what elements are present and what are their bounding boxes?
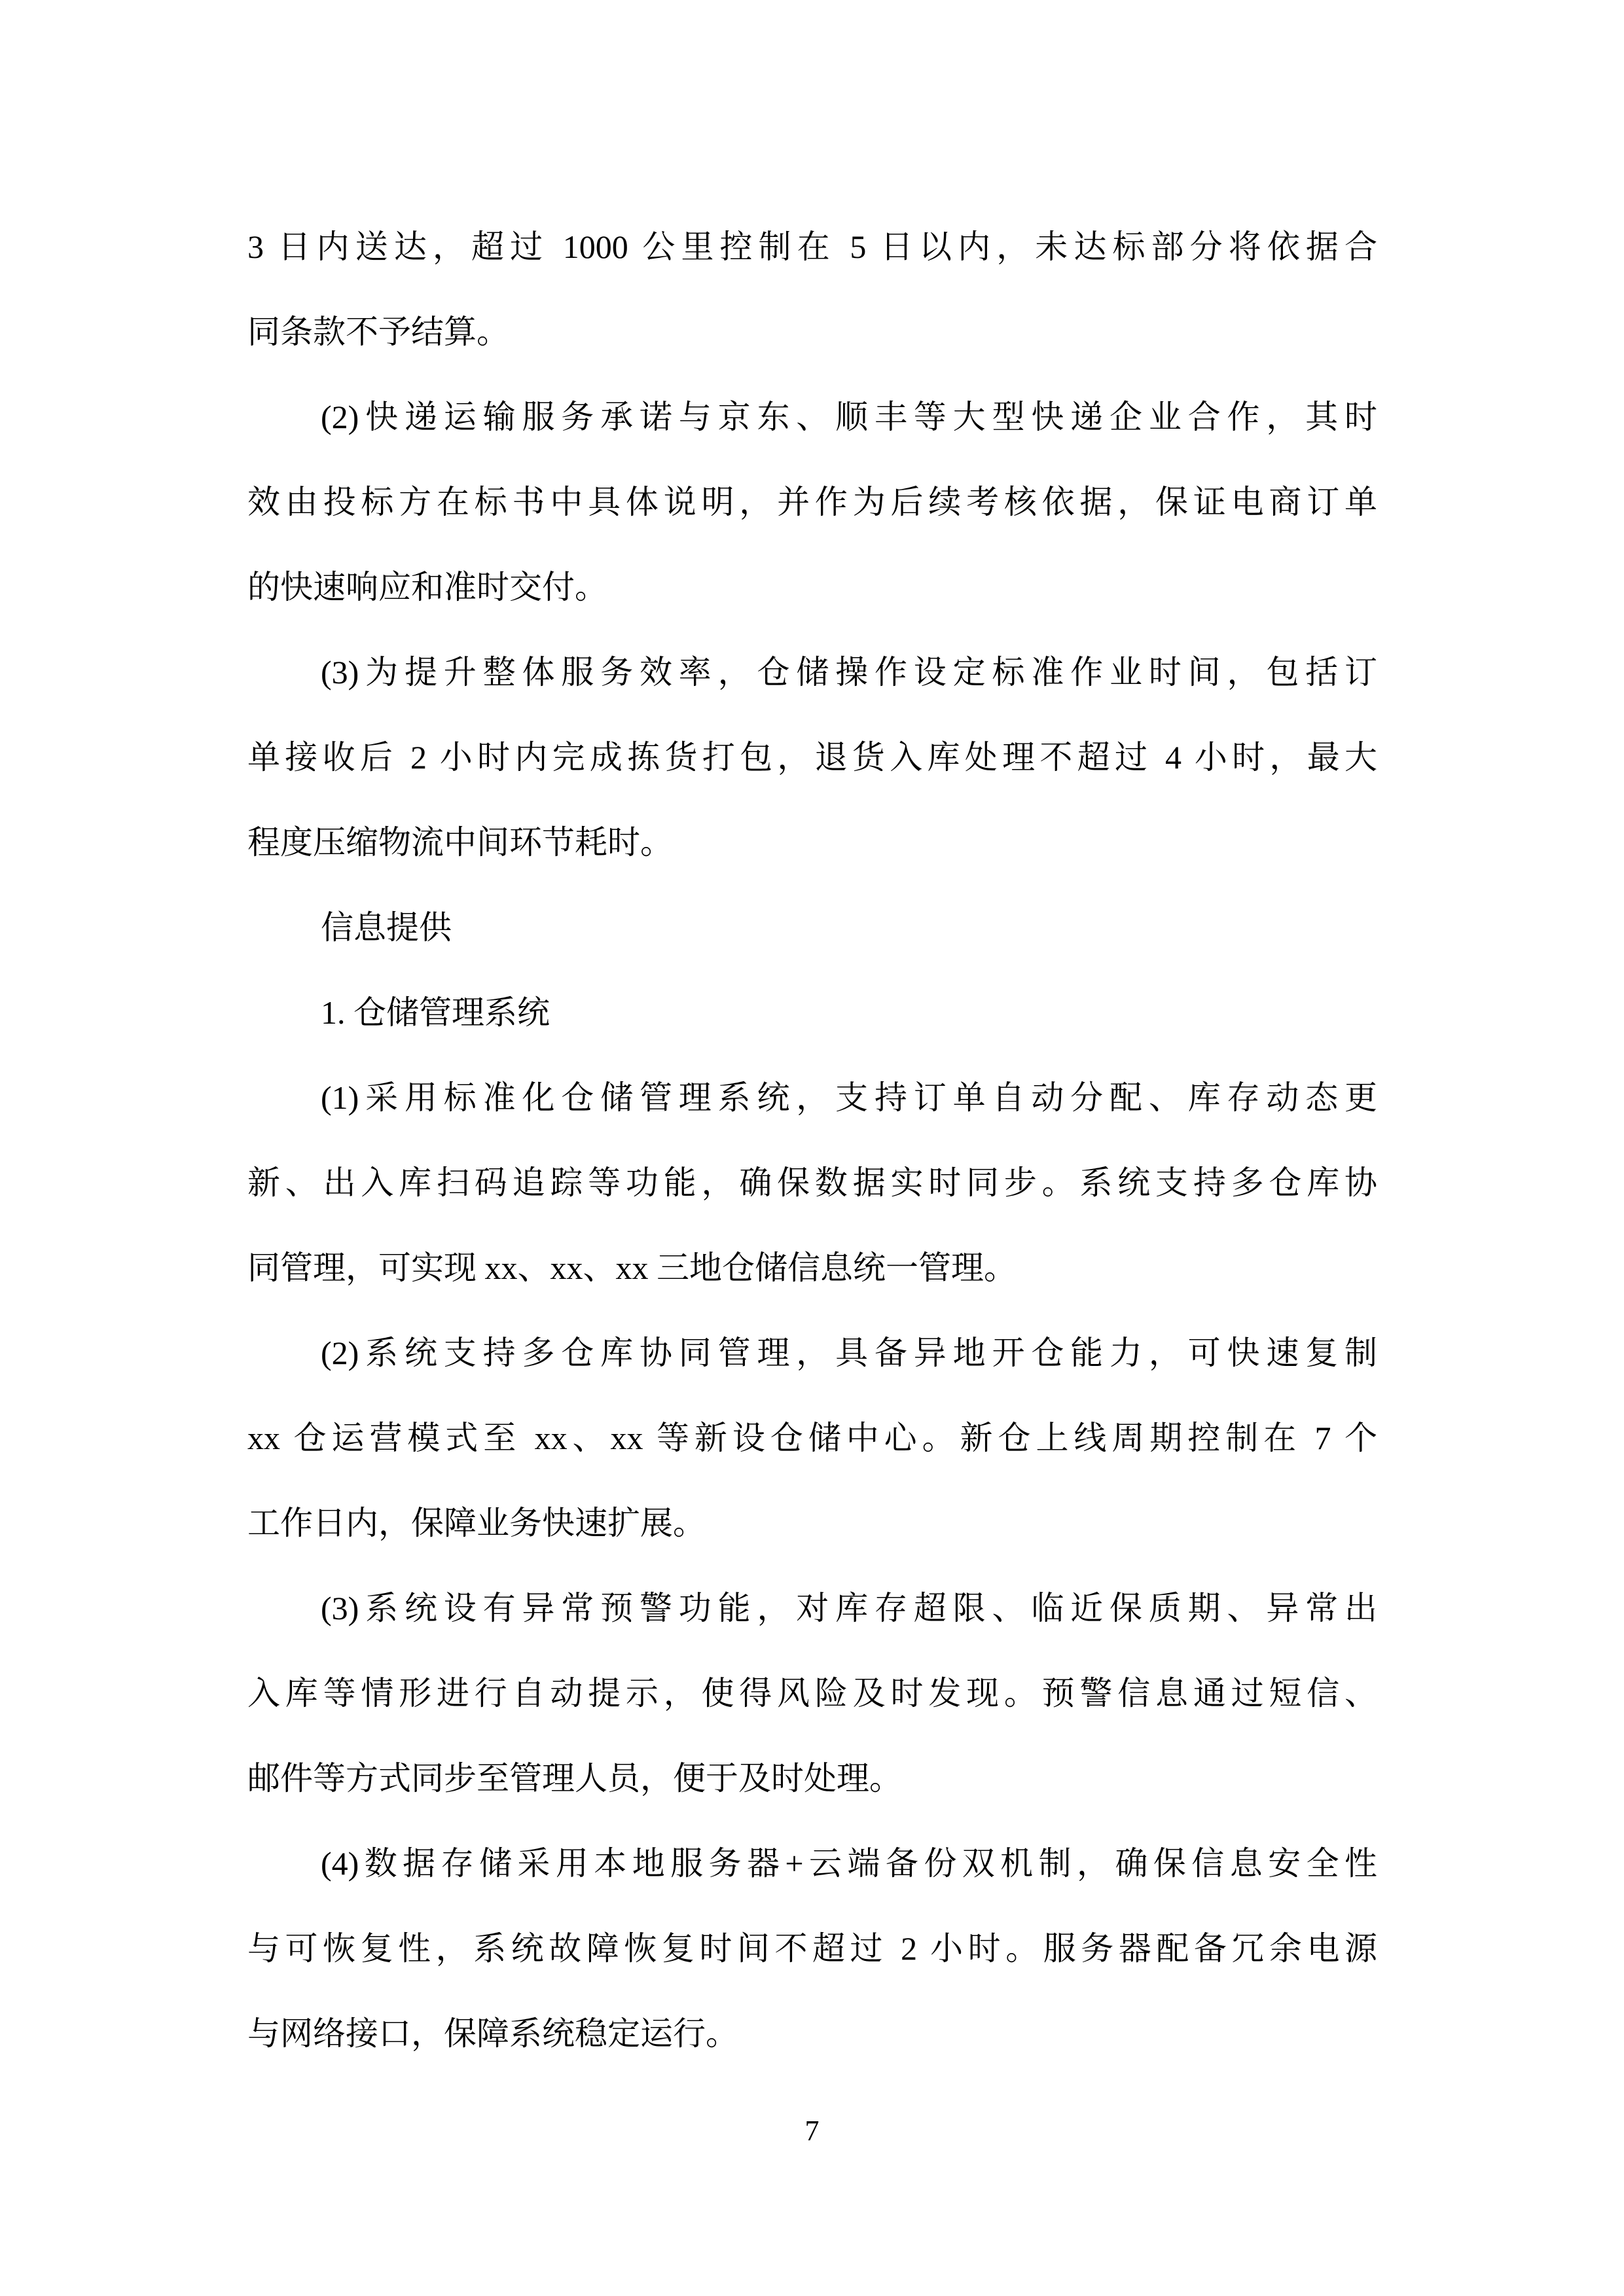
text-line: (3)为提升整体服务效率，仓储操作设定标准作业时间，包括订 bbox=[321, 654, 1377, 691]
text-line: 程度压缩物流中间环节耗时。 bbox=[247, 824, 673, 861]
text-line: 同管理，可实现 xx、xx、xx 三地仓储信息统一管理。 bbox=[247, 1249, 1017, 1286]
text-line: 3 日内送达，超过 1000 公里控制在 5 日以内，未达标部分将依据合 bbox=[247, 228, 1377, 265]
text-line: 工作日内，保障业务快速扩展。 bbox=[247, 1505, 706, 1541]
text-line: xx 仓运营模式至 xx、xx 等新设仓储中心。新仓上线周期控制在 7 个 bbox=[247, 1420, 1377, 1456]
text-line: (4)数据存储采用本地服务器+云端备份双机制，确保信息安全性 bbox=[321, 1845, 1377, 1882]
text-line: 与网络接口，保障系统稳定运行。 bbox=[247, 2015, 738, 2052]
text-line: (2)系统支持多仓库协同管理，具备异地开仓能力，可快速复制 bbox=[321, 1335, 1377, 1371]
text-line: (3)系统设有异常预警功能，对库存超限、临近保质期、异常出 bbox=[321, 1590, 1377, 1626]
text-line: 邮件等方式同步至管理人员，便于及时处理。 bbox=[247, 1760, 902, 1797]
document-body bbox=[247, 204, 1377, 2076]
text-line: 的快速响应和准时交付。 bbox=[247, 569, 607, 605]
text-line: 同条款不予结算。 bbox=[247, 314, 509, 350]
text-line: 与可恢复性，系统故障恢复时间不超过 2 小时。服务器配备冗余电源 bbox=[247, 1930, 1377, 1967]
text-line: 1. 仓储管理系统 bbox=[321, 994, 550, 1031]
text-line: (1)采用标准化仓储管理系统，支持订单自动分配、库存动态更 bbox=[321, 1079, 1377, 1116]
text-line: 效由投标方在标书中具体说明，并作为后续考核依据，保证电商订单 bbox=[247, 484, 1377, 520]
text-line: 入库等情形进行自动提示，使得风险及时发现。预警信息通过短信、 bbox=[247, 1675, 1377, 1712]
text-line: 新、出入库扫码追踪等功能，确保数据实时同步。系统支持多仓库协 bbox=[247, 1164, 1377, 1201]
page-number: 7 bbox=[804, 2115, 820, 2147]
text-line: 单接收后 2 小时内完成拣货打包，退货入库处理不超过 4 小时，最大 bbox=[247, 739, 1377, 776]
text-line: (2)快递运输服务承诺与京东、顺丰等大型快递企业合作，其时 bbox=[321, 399, 1377, 435]
text-line: 信息提供 bbox=[321, 909, 452, 946]
